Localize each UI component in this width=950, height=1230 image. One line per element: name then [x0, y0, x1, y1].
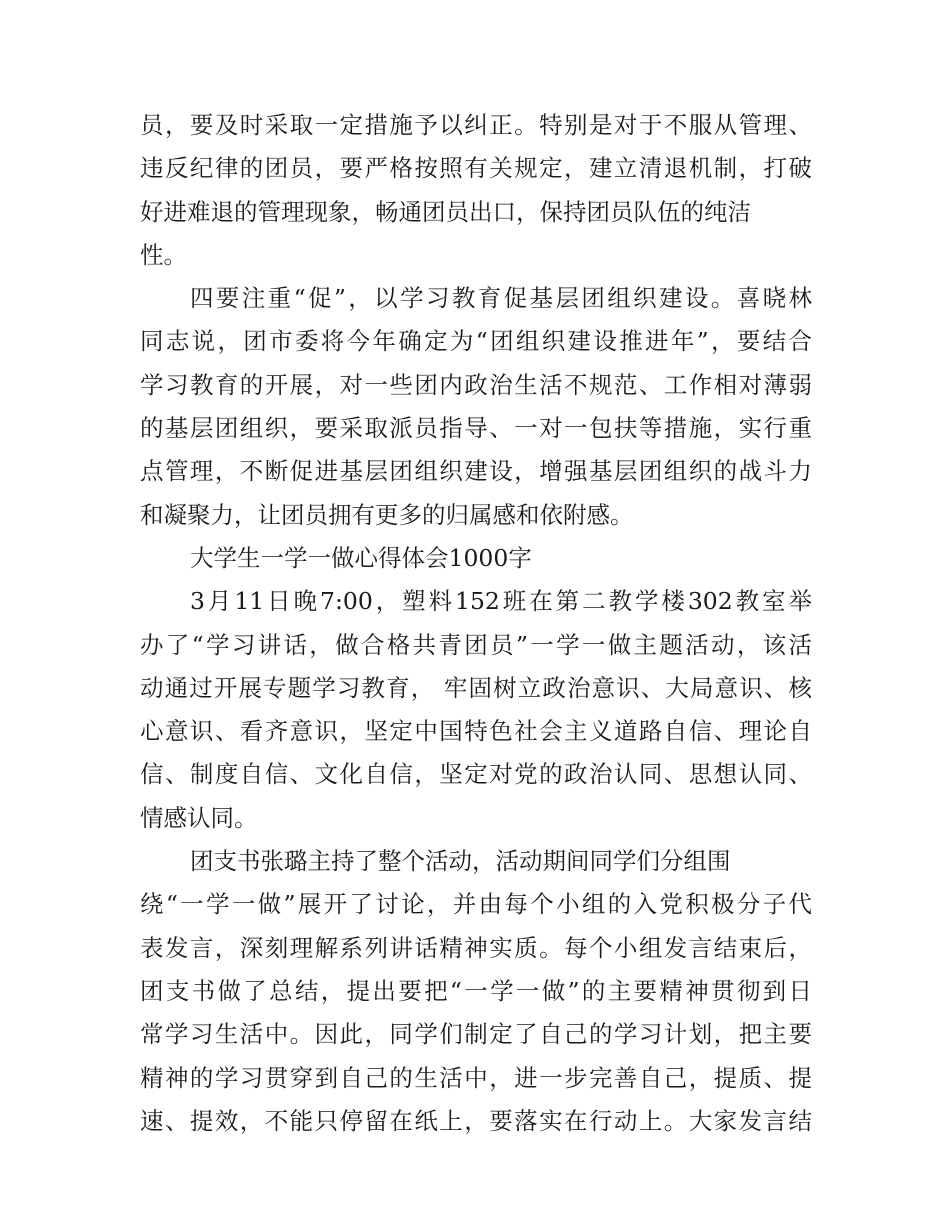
text-line: 信、制度自信、文化自信，坚定对党的政治认同、思想认同、 [140, 760, 812, 789]
text-line: 精神的学习贯穿到自己的生活中，进一步完善自己，提质、提 [140, 1063, 812, 1092]
text-line: 情感认同。 [140, 803, 258, 832]
text-line: 绕“一学一做”展开了讨论，并由每个小组的入党积极分子代 [140, 890, 812, 919]
text-line: 违反纪律的团员，要严格按照有关规定，建立清退机制，打破 [140, 154, 812, 183]
text-line: 表发言，深刻理解系列讲话精神实质。每个小组发言结束后， [140, 933, 812, 962]
text-line: 学习教育的开展，对一些团内政治生活不规范、工作相对薄弱 [140, 370, 812, 399]
text-line: 和凝聚力，让团员拥有更多的归属感和依附感。 [140, 500, 634, 529]
text-line: 常学习生活中。因此，同学们制定了自己的学习计划，把主要 [140, 1020, 812, 1049]
paragraph-start-line: 3月11日晚7:00，塑料152班在第二教学楼302教室举 [190, 587, 812, 616]
text-line: 好进难退的管理现象，畅通团员出口，保持团员队伍的纯洁 [140, 197, 751, 226]
text-line: 的基层团组织，要采取派员指导、一对一包扶等措施，实行重 [140, 414, 812, 443]
text-line: 点管理，不断促进基层团组织建设，增强基层团组织的战斗力 [140, 457, 812, 486]
text-line: 心意识、看齐意识，坚定中国特色社会主义道路自信、理论自 [140, 717, 812, 746]
section-title: 大学生一学一做心得体会1000字 [190, 543, 532, 572]
text-line: 同志说，团市委将今年确定为“团组织建设推进年”，要结合 [140, 327, 812, 356]
text-line: 动通过开展专题学习教育， 牢固树立政治意识、大局意识、核 [140, 673, 812, 702]
body-text [140, 104, 812, 1143]
text-line: 团支书做了总结，提出要把“一学一做”的主要精神贯彻到日 [140, 976, 812, 1005]
text-line: 员，要及时采取一定措施予以纠正。特别是对于不服从管理、 [140, 111, 812, 139]
text-line: 性。 [140, 240, 187, 269]
text-line: 速、提效，不能只停留在纸上，要落实在行动上。大家发言结 [140, 1106, 812, 1135]
paragraph-start-line: 四要注重“促”，以学习教育促基层团组织建设。喜晓林 [190, 284, 812, 313]
paragraph-start-line: 团支书张璐主持了整个活动，活动期间同学们分组围 [190, 847, 731, 876]
text-line: 办了“学习讲话，做合格共青团员”一学一做主题活动，该活 [140, 630, 812, 659]
